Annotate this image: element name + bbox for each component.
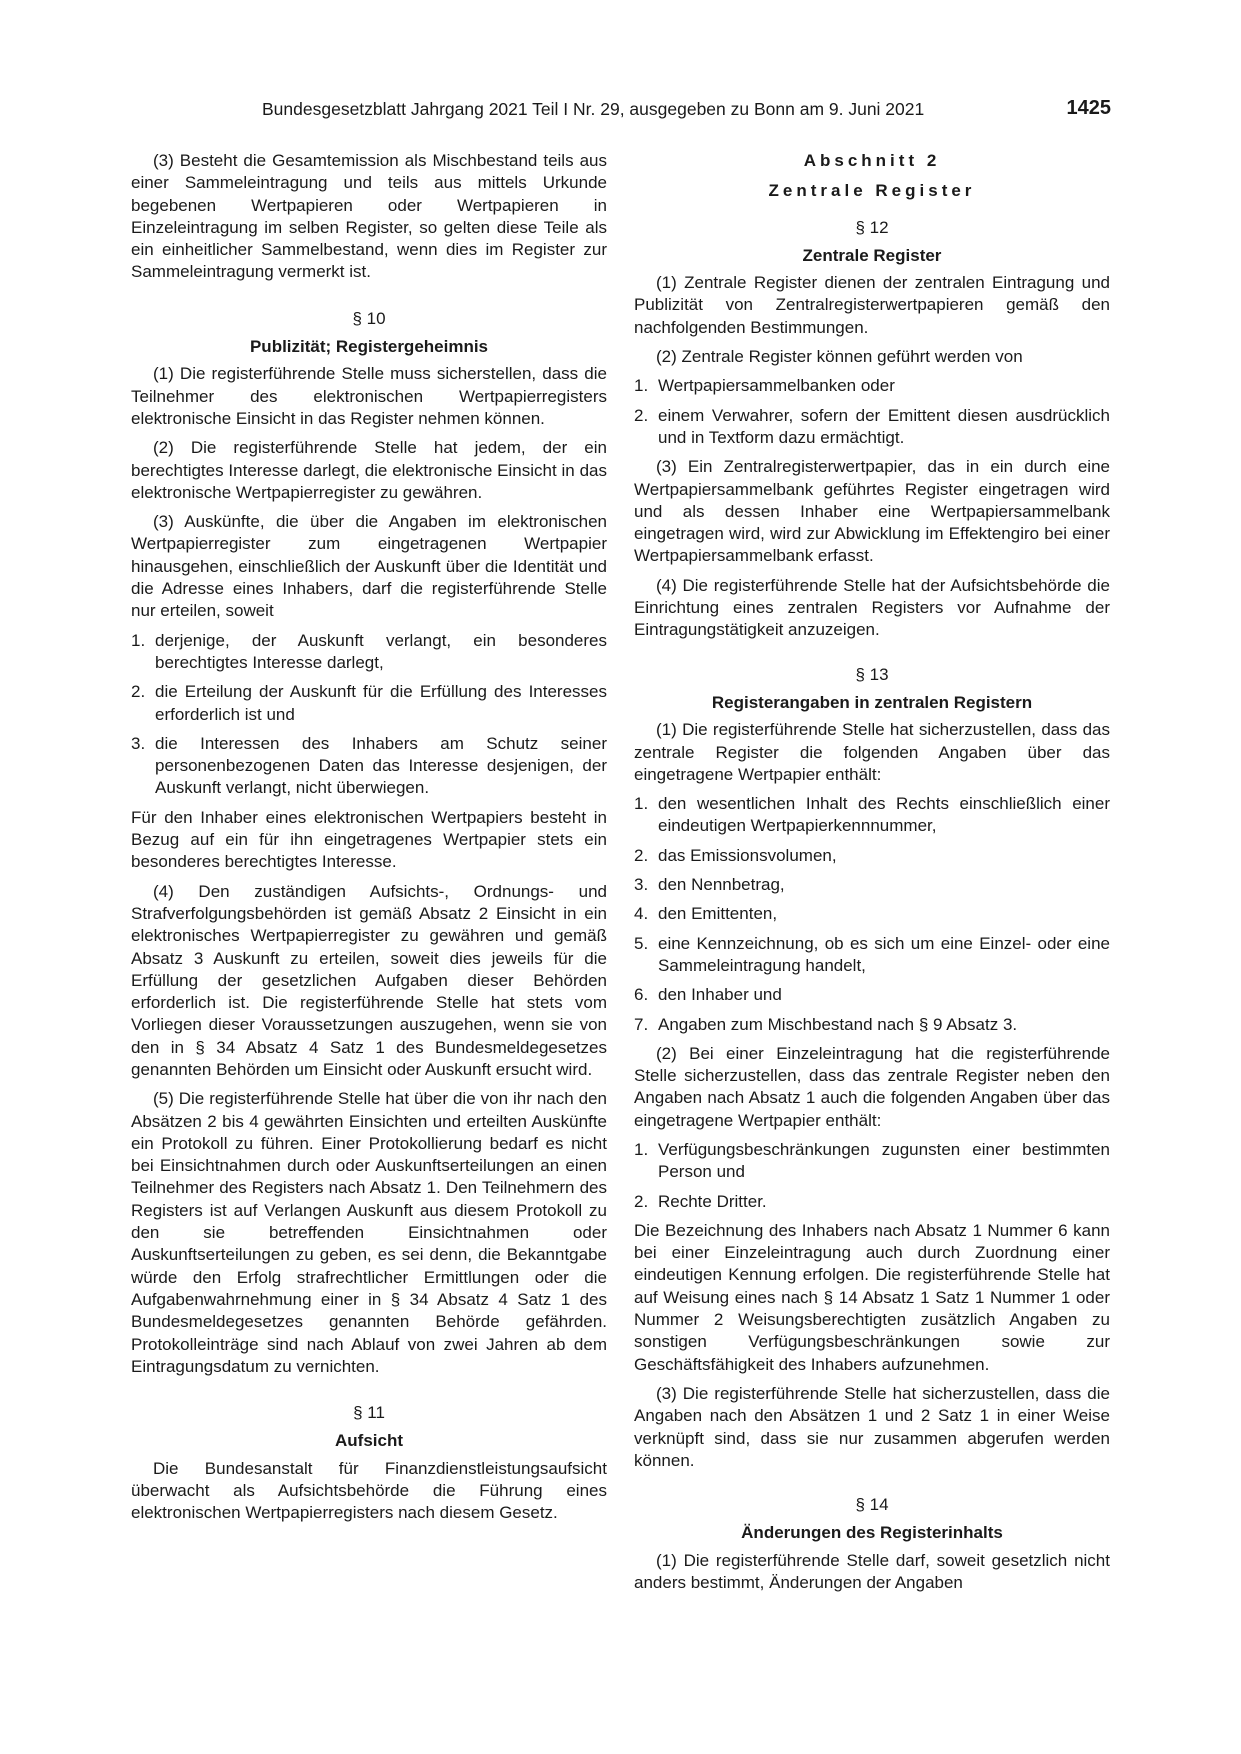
list-item	[634, 1139, 1110, 1184]
paragraph: (5) Die registerführende Stelle hat über die von ihr nach den Absätzen 2 bis 4 gewährten Einsichten und erteilten Auskünfte ein Protokoll zu führen. Einer Protokollierung bedarf es nicht bei Einsichtnahmen durch oder Auskunftserteilungen an einen Teilnehmer des Registers nach Absatz 1. Den Teilnehmern des Registers ist auf Verlangen Auskunft aus diesem Protokoll zu den sie betreffenden Einsichtnahmen oder Auskunftserteilungen zu geben, es sei denn, die Bekanntgabe würde den Erfolg strafrechtlicher Ermittlungen oder die Aufgabenwahrnehmung einer in § 34 Absatz 4 Satz 1 des Bundesmeldegesetzes genannten Behörde gefährden. Protokolleinträge sind nach Ablauf von zwei Jahren ab dem Eintragungsdatum zu vernichten.	[131, 1089, 607, 1376]
paragraph: Die Bundesanstalt für Finanzdienstleistungsaufsicht überwacht als Aufsichtsbehörde die Führung eines elektronischen Wertpapierregisters nach diesem Gesetz.	[131, 1458, 607, 1523]
paragraph: (1) Die registerführende Stelle darf, soweit gesetzlich nicht anders bestimmt, Änderungen der Angaben	[634, 1550, 1110, 1593]
list-text: Rechte Dritter.	[658, 1191, 767, 1211]
list-number: 2.	[634, 405, 649, 425]
list-item	[634, 1191, 1110, 1213]
section-number: § 12	[855, 217, 889, 237]
running-title: Bundesgesetzblatt Jahrgang 2021 Teil I Nr. 29, ausgegeben zu Bonn am 9. Juni 2021	[262, 99, 925, 119]
section-number: § 10	[352, 308, 386, 328]
section-title: Registerangaben in zentralen Registern	[711, 692, 1033, 712]
paragraph: Die Bezeichnung des Inhabers nach Absatz 1 Nummer 6 kann bei einer Einzeleintragung auch durch Zuordnung einer eindeutigen Kennung erfolgen. Die registerführende Stelle hat auf Weisung eines nach § 14 Absatz 1 Satz 1 Nummer 1 oder Nummer 2 Weisungsberechtigten zusätzlich Angaben zu sonstigen Verfügungsbeschränkungen sowie zur Geschäftsfähigkeit des Inhabers aufzunehmen.	[634, 1220, 1110, 1374]
list-item	[634, 903, 1110, 925]
list-number: 1.	[131, 630, 146, 650]
section-number: § 11	[353, 1403, 385, 1423]
list-item	[131, 733, 607, 800]
list-item	[131, 681, 607, 726]
list-item	[634, 984, 1110, 1006]
section-title: Publizität; Registergeheimnis	[249, 337, 489, 357]
list-number: 4.	[634, 904, 649, 924]
list-number: 2.	[131, 682, 146, 702]
right-column	[634, 150, 1110, 1601]
paragraph: (3) Die registerführende Stelle hat sicherzustellen, dass die Angaben nach den Absätzen 1 und 2 Satz 1 in einer Weise verknüpft sind, dass sie nur zusammen abgerufen werden können.	[634, 1383, 1110, 1470]
enumeration	[634, 375, 1110, 449]
section-title: Zentrale Register	[802, 245, 942, 265]
left-column	[131, 150, 607, 1532]
page-number: 1425	[1066, 97, 1111, 119]
list-number: 2.	[634, 1191, 649, 1211]
paragraph: (1) Zentrale Register dienen der zentralen Eintragung und Publizität von Zentralregisterwertpapieren gemäß den nachfolgenden Bestimmungen.	[634, 273, 1110, 337]
enumeration	[634, 793, 1110, 1036]
list-item	[634, 845, 1110, 867]
list-item	[634, 1014, 1110, 1036]
list-number: 1.	[634, 1139, 649, 1159]
section-title: Änderungen des Registerinhalts	[741, 1523, 1003, 1543]
list-text: eine Kennzeichnung, ob es sich um eine Einzel- oder eine Sammeleintragung handelt,	[658, 933, 1110, 975]
paragraph: (3) Besteht die Gesamtemission als Mischbestand teils aus einer Sammeleintragung und teils aus mittels Urkunde begebenen Wertpapieren oder Wertpapieren in Einzeleintragung im selben Register, so gelten diese Teile als ein einheitlicher Sammelbestand, wenn dies im Register zur Sammeleintragung vermerkt ist.	[131, 151, 607, 282]
list-number: 3.	[634, 875, 649, 895]
list-text: den Emittenten,	[658, 904, 778, 924]
list-item	[634, 375, 1110, 397]
section-number: § 13	[855, 664, 889, 684]
enumeration	[634, 1139, 1110, 1213]
list-text: den Nennbetrag,	[658, 875, 785, 895]
list-text: das Emissionsvolumen,	[658, 845, 837, 865]
paragraph: (3) Ein Zentralregisterwertpapier, das in ein durch eine Wertpapiersammelbank geführtes Register eingetragen wird und als dessen Inhaber eine Wertpapiersammelbank eingetragen wird, wird zur Abwicklung im Effektengiro bei einer Wertpapiersammelbank erfasst.	[634, 457, 1110, 566]
list-item	[131, 630, 607, 675]
section-title: Aufsicht	[335, 1431, 403, 1451]
paragraph: (2) Zentrale Register können geführt werden von	[656, 347, 1023, 367]
paragraph: (2) Die registerführende Stelle hat jedem, der ein berechtigtes Interesse darlegt, die elektronische Einsicht in das elektronische Wertpapierregister zu gewähren.	[131, 438, 607, 502]
list-number: 2.	[634, 845, 649, 865]
enumeration	[131, 630, 607, 800]
paragraph: (3) Auskünfte, die über die Angaben im elektronischen Wertpapierregister zum eingetragenen Wertpapier hinausgehen, einschließlich der Auskunft über die Identität und die Adresse eines Inhabers, darf die registerführende Stelle nur erteilen, soweit	[131, 512, 607, 621]
paragraph: (4) Den zuständigen Aufsichts-, Ordnungs- und Strafverfolgungsbehörden ist gemäß Absatz 2 Einsicht in ein elektronisches Wertpapierregister zu gewähren und gemäß Absatz 3 Auskunft zu erteilen, soweit dies jeweils für die Erfüllung der gesetzlichen Aufgaben dieser Behörden erforderlich ist. Die registerführende Stelle hat stets vom Vorliegen dieser Voraussetzungen auszugehen, wenn sie von den in § 34 Absatz 4 Satz 1 des Bundesmeldegesetzes genannten Behörden um Einsicht oder Auskunft ersucht wird.	[131, 881, 607, 1079]
list-text: Verfügungsbeschränkungen zugunsten einer bestimmten Person und	[658, 1139, 1110, 1182]
list-item	[634, 933, 1110, 978]
paragraph: (4) Die registerführende Stelle hat der Aufsichtsbehörde die Einrichtung eines zentralen Registers vor Aufnahme der Eintragungstätigkeit anzuzeigen.	[634, 575, 1110, 640]
list-item	[634, 874, 1110, 896]
list-text: den Inhaber und	[658, 985, 782, 1005]
list-number: 6.	[634, 985, 649, 1005]
paragraph: Für den Inhaber eines elektronischen Wertpapiers besteht in Bezug auf ein für ihn eingetragenes Wertpapier stets ein besonderes berechtigtes Interesse.	[131, 807, 607, 872]
list-number: 5.	[634, 933, 649, 953]
paragraph: (1) Die registerführende Stelle muss sicherstellen, dass die Teilnehmer des elektronischen Wertpapierregisters elektronische Einsicht in das Register nehmen können.	[131, 364, 607, 428]
list-number: 1.	[634, 376, 649, 396]
page-header	[131, 99, 1111, 123]
chapter-label: Abschnitt 2	[803, 151, 941, 170]
section-number: § 14	[855, 1495, 889, 1515]
list-number: 1.	[634, 794, 649, 814]
list-text: Wertpapiersammelbanken oder	[658, 376, 895, 396]
list-item	[634, 793, 1110, 838]
list-text: den wesentlichen Inhalt des Rechts einschließlich einer eindeutigen Wertpapierkennnummer,	[658, 794, 1110, 836]
paragraph: (1) Die registerführende Stelle hat sicherzustellen, dass das zentrale Register die folgenden Angaben über das eingetragene Wertpapier enthält:	[634, 720, 1110, 784]
list-number: 7.	[634, 1014, 649, 1034]
list-text: einem Verwahrer, sofern der Emittent diesen ausdrücklich und in Textform dazu ermächtigt.	[658, 405, 1110, 447]
list-text: die Erteilung der Auskunft für die Erfüllung des Interesses erforderlich ist und	[155, 682, 607, 724]
paragraph: (2) Bei einer Einzeleintragung hat die registerführende Stelle sicherzustellen, dass das zentrale Register neben den Angaben nach Absatz 1 auch die folgenden Angaben über das eingetragene Wertpapier enthält:	[634, 1043, 1110, 1130]
chapter-title: Zentrale Register	[768, 181, 976, 201]
list-text: derjenige, der Auskunft verlangt, ein besonderes berechtigtes Interesse darlegt,	[155, 630, 607, 672]
list-number: 3.	[131, 733, 146, 753]
list-item	[634, 405, 1110, 450]
list-text: Angaben zum Mischbestand nach § 9 Absatz 3.	[658, 1014, 1018, 1034]
list-text: die Interessen des Inhabers am Schutz seiner personenbezogenen Daten das Interesse desjenigen, der Auskunft verlangt, nicht überwiegen.	[155, 733, 607, 798]
